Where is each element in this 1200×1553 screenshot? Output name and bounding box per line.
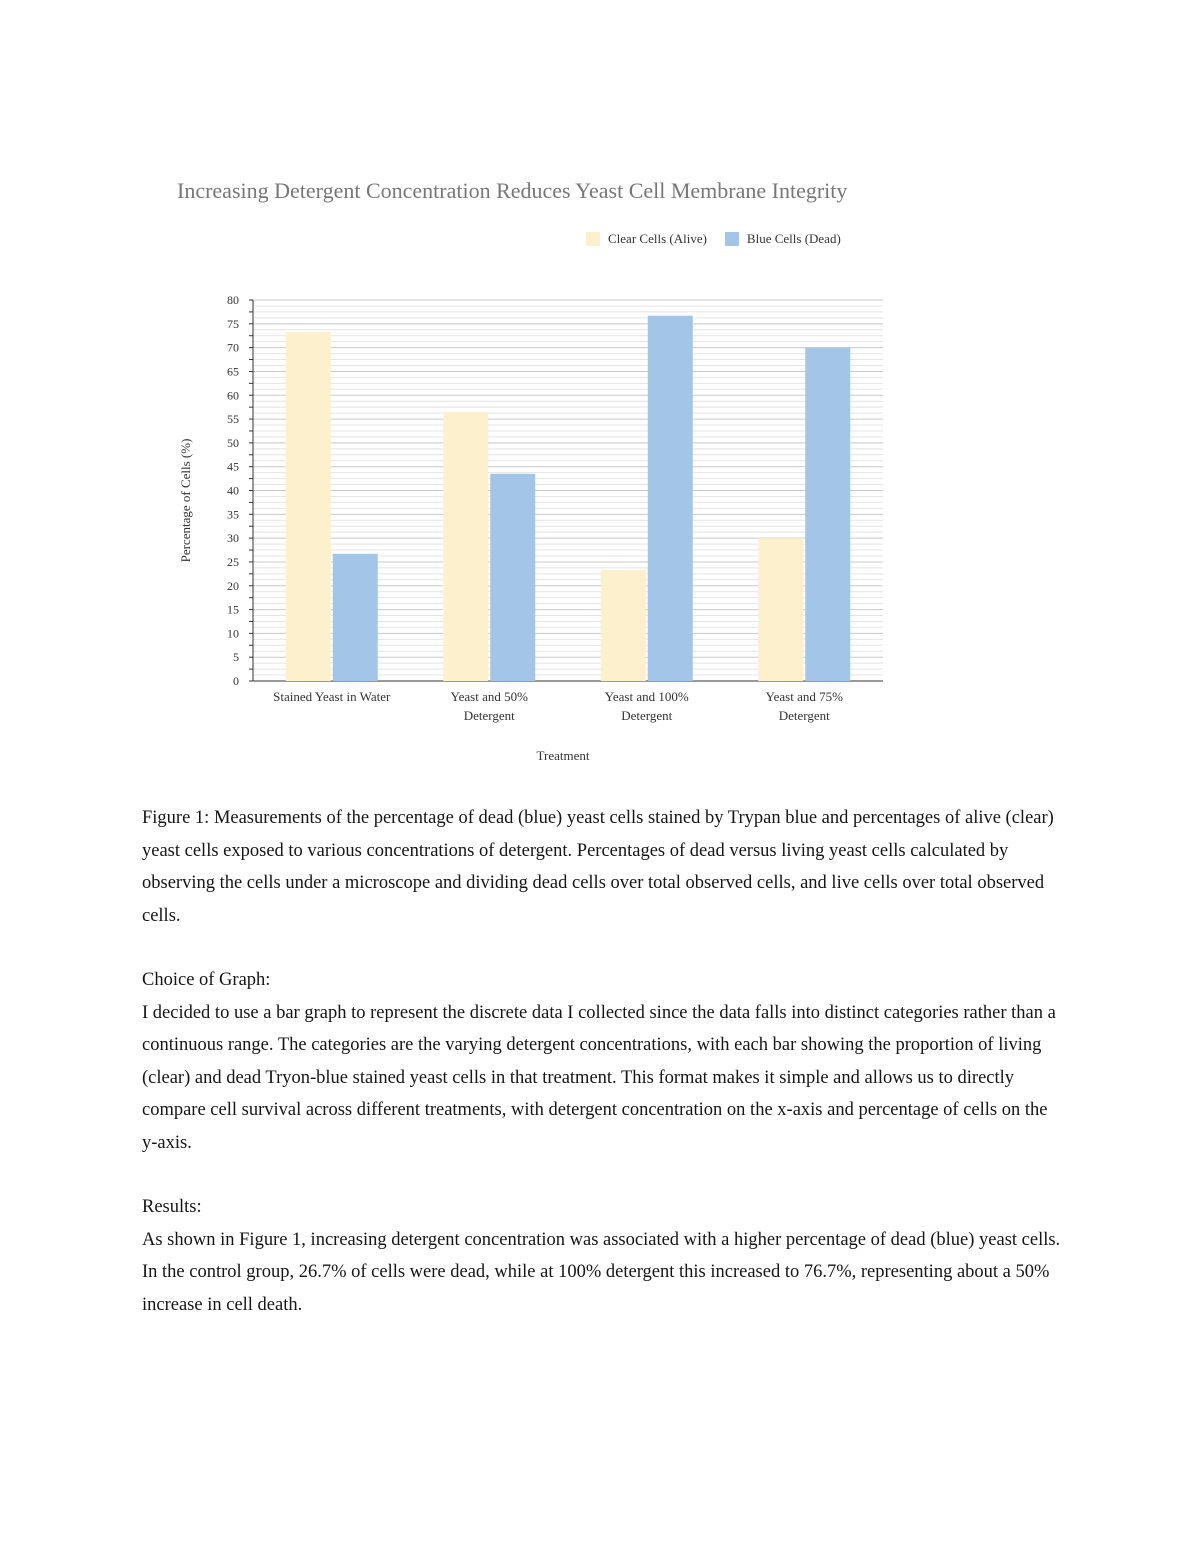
bar-alive-3: [758, 538, 803, 681]
y-tick-label: 45: [227, 459, 239, 474]
y-tick-label: 5: [233, 650, 239, 665]
results-heading: Results:: [142, 1197, 202, 1217]
y-tick-label: 40: [227, 483, 239, 498]
results-body: As shown in Figure 1, increasing detergent concentration was associated with a higher percentage of dead (blue) yeast cells. In the control group, 26.7% of cells were dead, while at 100% detergent this increased to 76.7%, representing about a 50% increase in cell death.: [142, 1229, 1061, 1315]
bar-alive-0: [286, 332, 331, 681]
x-tick-label: Yeast and 100%: [604, 689, 689, 704]
legend-label-alive: Clear Cells (Alive): [608, 231, 707, 246]
legend-swatch-alive: [586, 232, 600, 246]
y-tick-label: 30: [227, 531, 239, 546]
x-tick-label: Stained Yeast in Water: [273, 689, 391, 704]
bar-alive-1: [443, 412, 488, 681]
bar-dead-0: [333, 554, 378, 681]
y-tick-label: 0: [233, 674, 239, 688]
choice-body: I decided to use a bar graph to represent the discrete data I collected since the data falls into distinct categories rather than a continuous range. The categories are the varying detergent concentrations, with each bar showing the proportion of living (clear) and dead Tryon-blue stained yeast cells in that treatment. This format makes it simple and allows us to directly compare cell survival across different treatments, with detergent concentration on the x-axis and percentage of cells on the y-axis.: [142, 1002, 1056, 1153]
y-tick-label: 15: [227, 602, 239, 617]
bar-alive-2: [601, 570, 646, 681]
bar-dead-3: [805, 348, 850, 681]
x-axis-title: Treatment: [536, 748, 590, 763]
y-tick-label: 65: [227, 364, 239, 379]
y-tick-label: 80: [227, 293, 239, 307]
x-tick-label: Detergent: [463, 708, 515, 723]
bar-dead-2: [648, 316, 693, 681]
chart-title: Increasing Detergent Concentration Reduces Yeast Cell Membrane Integrity: [177, 178, 848, 203]
y-tick-label: 50: [227, 435, 239, 450]
x-tick-label: Detergent: [778, 708, 830, 723]
body-text: [142, 802, 1062, 1321]
figure-caption: Figure 1: Measurements of the percentage of dead (blue) yeast cells stained by Trypan blue and percentages of alive (clear) yeast cells exposed to various concentrations of detergent. Percentages of dead versus living yeast cells calculated by observing the cells under a microscope and dividing dead cells over total observed cells, and live cells over total observed cells.: [142, 808, 1054, 926]
y-tick-label: 35: [227, 507, 239, 522]
legend-swatch-dead: [725, 232, 739, 246]
y-tick-label: 60: [227, 388, 239, 403]
x-tick-label: Yeast and 75%: [765, 689, 843, 704]
legend-item-dead: [725, 231, 841, 247]
legend-item-alive: [586, 231, 707, 247]
x-tick-label: Detergent: [621, 708, 673, 723]
y-axis-title: Percentage of Cells (%): [178, 438, 193, 563]
bar-chart: [170, 280, 900, 780]
bar-dead-1: [490, 474, 535, 681]
y-tick-label: 20: [227, 578, 239, 593]
y-tick-label: 75: [227, 316, 239, 331]
y-tick-label: 70: [227, 340, 239, 355]
y-tick-label: 55: [227, 412, 239, 427]
y-tick-label: 10: [227, 626, 239, 641]
choice-heading: Choice of Graph:: [142, 970, 271, 990]
legend-label-dead: Blue Cells (Dead): [746, 231, 841, 246]
chart-legend: [586, 231, 841, 247]
x-tick-label: Yeast and 50%: [450, 689, 528, 704]
y-tick-label: 25: [227, 554, 239, 569]
